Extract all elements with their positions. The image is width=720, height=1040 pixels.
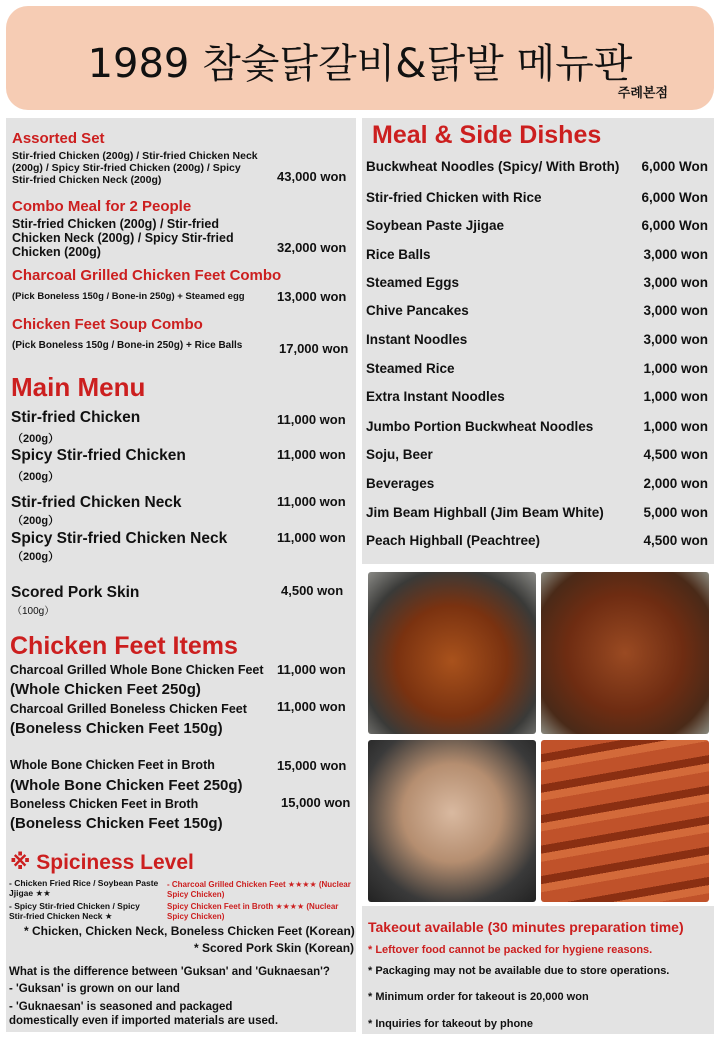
main-item-sub: （100g） [12,606,55,617]
assorted-heading: Assorted Set [12,130,105,147]
faq-question: What is the difference between 'Guksan' and 'Guknaesan'? [9,966,330,978]
grilled-chicken-photo [368,740,536,902]
side-dish-name: Peach Highball (Peachtree) [366,533,541,548]
feet-item-sub: (Boneless Chicken Feet 150g) [10,815,223,832]
side-dish-price: 6,000 Won [641,190,708,205]
side-dish-price: 6,000 Won [641,159,708,174]
feet-item-price: 11,000 won [277,662,346,677]
main-menu-heading: Main Menu [11,372,146,402]
feet-item-sub: (Whole Chicken Feet 250g) [10,681,201,698]
side-dish-name: Steamed Eggs [366,275,460,290]
faq-answer-3: domestically even if imported materials are used. [9,1015,279,1027]
spice-right-1: - Charcoal Grilled Chicken Feet ★★★★ (Nuclear Spicy Chicken) [167,880,351,899]
feet-item-name: Boneless Chicken Feet in Broth [10,797,199,811]
side-dish-price: 1,000 won [643,361,708,376]
origin-note-1: * Chicken, Chicken Neck, Boneless Chicken Feet (Korean) [24,924,355,938]
feet-item-name: Charcoal Grilled Boneless Chicken Feet [10,702,247,716]
takeout-note-3: * Minimum order for takeout is 20,000 won [368,991,589,1003]
side-dish-name: Chive Pancakes [366,303,469,318]
side-dish-name: Steamed Rice [366,361,455,376]
main-item-sub: （200g） [12,551,60,563]
side-dish-price: 3,000 won [643,332,708,347]
spice-left-1: - Chicken Fried Rice / Soybean Paste Jjigae ★★ [9,878,159,898]
soup-combo-heading: Chicken Feet Soup Combo [12,316,203,333]
takeout-note-1: * Leftover food cannot be packed for hygiene reasons. [368,944,653,956]
main-item-sub: （200g） [12,515,60,527]
side-dish-name: Buckwheat Noodles (Spicy/ With Broth) [366,159,620,174]
menu-header [6,6,714,110]
combo-desc-1: Stir-fried Chicken (200g) / Stir-fried [12,217,219,231]
main-item-name: Spicy Stir-fried Chicken Neck [11,530,228,547]
main-item-price: 4,500 won [281,583,344,598]
assorted-desc-3: Stir-fried Chicken Neck (200g) [12,174,162,186]
faq-answer-2: - 'Guknaesan' is seasoned and packaged [9,1001,233,1013]
assorted-price: 43,000 won [277,169,347,184]
assorted-desc-2: (200g) / Spicy Stir-fried Chicken (200g) / Spicy [12,162,241,174]
spice-right-2: Spicy Chicken Feet in Broth ★★★★ (Nuclear Spicy Chicken) [167,902,339,921]
main-item-price: 11,000 won [277,412,346,427]
branch-name: 주례본점 [617,86,668,101]
chicken-feet-heading: Chicken Feet Items [10,632,238,660]
chicken-feet-broth-photo [541,572,709,734]
side-dish-name: Instant Noodles [366,332,468,347]
feet-item-price: 15,000 won [281,795,351,810]
spice-left-2: - Spicy Stir-fried Chicken / Spicy Stir-fried Chicken Neck ★ [9,901,140,921]
charcoal-combo-price: 13,000 won [277,289,347,304]
feet-item-price: 15,000 won [277,758,347,773]
spiciness-heading: ※ Spiciness Level [10,851,194,874]
side-dish-name: Jim Beam Highball (Jim Beam White) [366,505,604,520]
combo-desc-3: Chicken (200g) [12,245,101,259]
origin-note-2: * Scored Pork Skin (Korean) [194,941,355,955]
main-item-name: Stir-fried Chicken Neck [11,494,182,511]
faq-answer-1: - 'Guksan' is grown on our land [9,983,180,995]
side-dish-price: 3,000 won [643,247,708,262]
main-item-sub: （200g） [12,471,60,483]
side-dish-name: Jumbo Portion Buckwheat Noodles [366,419,594,434]
takeout-note-4: * Inquiries for takeout by phone [368,1018,534,1030]
side-dish-name: Rice Balls [366,247,431,262]
soup-combo-desc: (Pick Boneless 150g / Bone-in 250g) + Rice Balls [12,340,243,351]
main-item-price: 11,000 won [277,530,346,545]
side-dish-name: Stir-fried Chicken with Rice [366,190,542,205]
main-item-price: 11,000 won [277,447,346,462]
side-dish-price: 1,000 won [643,419,708,434]
main-item-name: Stir-fried Chicken [11,409,141,426]
grilled-chicken-feet-photo [368,572,536,734]
main-item-sub: （200g） [12,433,60,445]
side-dish-price: 1,000 won [643,389,708,404]
side-dish-price: 2,000 won [643,476,708,491]
side-dish-price: 3,000 won [643,303,708,318]
main-item-name: Spicy Stir-fried Chicken [11,447,186,464]
side-dish-price: 4,500 won [643,533,708,548]
feet-item-name: Whole Bone Chicken Feet in Broth [10,758,215,772]
main-item-price: 11,000 won [277,494,346,509]
side-dish-name: Soybean Paste Jjigae [366,218,505,233]
soup-combo-price: 17,000 won [279,341,349,356]
side-dishes-heading: Meal & Side Dishes [372,121,602,149]
side-dish-price: 5,000 won [643,505,708,520]
combo-heading: Combo Meal for 2 People [12,198,192,215]
spicy-grilled-chicken-photo [541,740,709,902]
feet-item-sub: (Boneless Chicken Feet 150g) [10,720,223,737]
side-dish-name: Beverages [366,476,435,491]
side-dish-name: Extra Instant Noodles [366,389,505,404]
charcoal-combo-heading: Charcoal Grilled Chicken Feet Combo [12,267,282,284]
assorted-desc-1: Stir-fried Chicken (200g) / Stir-fried Chicken Neck [12,150,258,162]
side-dish-price: 4,500 won [643,447,708,462]
menu-title: 1989 참숯닭갈비&닭발 메뉴판 [87,41,633,87]
feet-item-name: Charcoal Grilled Whole Bone Chicken Feet [10,663,264,677]
feet-item-sub: (Whole Bone Chicken Feet 250g) [10,777,243,794]
side-dish-name: Soju, Beer [366,447,433,462]
takeout-note-2: * Packaging may not be available due to store operations. [368,965,670,977]
side-dish-price: 6,000 Won [641,218,708,233]
takeout-heading: Takeout available (30 minutes preparation time) [368,919,684,935]
feet-item-price: 11,000 won [277,699,346,714]
side-dish-price: 3,000 won [643,275,708,290]
main-item-name: Scored Pork Skin [11,584,140,601]
charcoal-combo-desc: (Pick Boneless 150g / Bone-in 250g) + Steamed egg [12,291,245,302]
combo-desc-2: Chicken Neck (200g) / Spicy Stir-fried [12,231,234,245]
combo-price: 32,000 won [277,240,347,255]
